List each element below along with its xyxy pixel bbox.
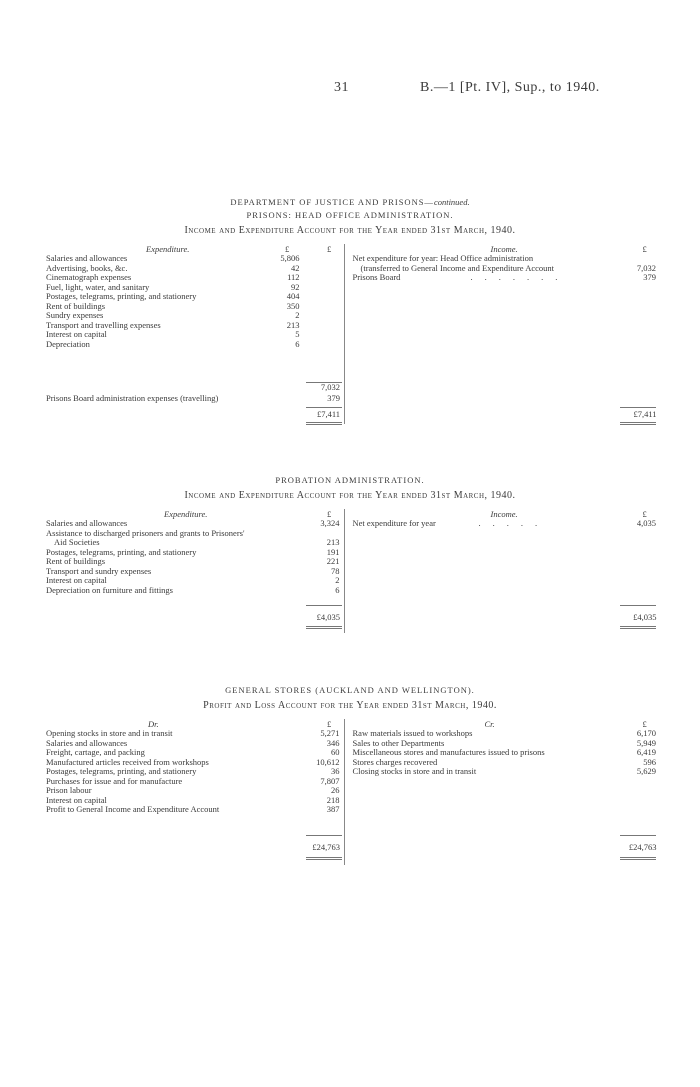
- account-row: [44, 586, 344, 596]
- account-title: Income and Expenditure Account for the Year ended 31st March, 1940.: [184, 225, 516, 236]
- section-subtitle: GENERAL STORES (AUCKLAND AND WELLINGTON).: [225, 685, 475, 695]
- currency-symbol: £: [327, 509, 332, 519]
- income-side: [345, 244, 657, 424]
- income-value: 7,032: [636, 262, 656, 273]
- double-rule: [620, 422, 656, 425]
- currency-symbol: £: [285, 244, 290, 254]
- income-heading: Income.: [490, 244, 518, 254]
- row-label: Profit to General Income and Expenditure Account: [46, 804, 220, 814]
- credit-total: £24,763: [628, 842, 657, 852]
- income-row: Net expenditure for year: Head Office administration: [352, 253, 534, 263]
- row-value: 3,324: [320, 518, 340, 528]
- row-value: 6: [335, 584, 340, 595]
- row-label: Rent of buildings: [46, 300, 106, 311]
- row-label: Miscellaneous stores and manufactures issued to prisons: [352, 747, 545, 757]
- expenditure-total: £4,035: [316, 612, 340, 622]
- expense-label: Prisons Board administration expenses (travelling): [46, 393, 219, 403]
- row-label: Cinematograph expenses: [46, 272, 132, 282]
- row-value: 404: [286, 291, 300, 301]
- row-label: Prison labour: [46, 785, 92, 795]
- income-expenditure-account: [44, 244, 656, 424]
- income-side: [345, 509, 657, 633]
- row-label: Assistance to discharged prisoners and grants to Prisoners': [46, 527, 245, 538]
- row-label: Depreciation on furniture and fittings: [46, 584, 173, 595]
- section-subtitle: PRISONS: HEAD OFFICE ADMINISTRATION.: [246, 210, 454, 220]
- double-rule: [306, 626, 342, 629]
- row-label: Postages, telegrams, printing, and stationery: [46, 766, 197, 776]
- row-label: Purchases for issue and for manufacture: [46, 775, 183, 786]
- row-value: 5,806: [280, 253, 300, 263]
- row-value: 78: [331, 565, 340, 576]
- currency-symbol: £: [642, 244, 647, 254]
- row-value: 5,949: [636, 737, 656, 748]
- row-label: Postages, telegrams, printing, and stationery: [46, 291, 197, 301]
- probation-section: [44, 474, 656, 633]
- income-total: £4,035: [633, 612, 657, 622]
- row-label: Closing stocks in store and in transit: [352, 766, 477, 776]
- row-label: Depreciation: [46, 338, 90, 349]
- row-value: 6,419: [636, 747, 656, 757]
- row-value: 2: [335, 575, 340, 585]
- row-label: Opening stocks in store and in transit: [46, 728, 173, 738]
- subtotal-value: 7,032: [320, 382, 340, 392]
- total-rule: [620, 605, 656, 606]
- account-title: Income and Expenditure Account for the Year ended 31st March, 1940.: [184, 490, 516, 501]
- expenditure-heading: Expenditure.: [164, 509, 208, 519]
- double-rule: [620, 626, 656, 629]
- expenditure-total: £7,411: [316, 409, 340, 419]
- credit-side: [345, 719, 657, 865]
- row-value: 191: [326, 546, 340, 557]
- row-label: Fuel, light, water, and sanitary: [46, 281, 150, 292]
- double-rule: [306, 857, 342, 860]
- income-value: 379: [643, 272, 656, 282]
- row-label: Stores charges recovered: [352, 756, 438, 767]
- income-row: Net expenditure for year ..... 4,035: [352, 518, 656, 528]
- total-rule: [620, 835, 656, 836]
- row-label: Advertising, books, &c.: [46, 262, 128, 273]
- income-value: 4,035: [636, 518, 656, 528]
- currency-symbol: £: [327, 244, 332, 254]
- page-number: 31: [334, 80, 349, 95]
- row-value: 346: [326, 737, 340, 748]
- page-reference: B.—1 [Pt. IV], Sup., to 1940.: [420, 80, 600, 95]
- prisons-head-office-section: [44, 196, 656, 424]
- double-rule: [306, 422, 342, 425]
- debit-heading: Dr.: [148, 719, 159, 729]
- row-label: Rent of buildings: [46, 556, 106, 566]
- department-title: DEPARTMENT OF JUSTICE AND PRISONS—continued.: [230, 197, 470, 207]
- row-label: Manufactured articles received from workshops: [46, 756, 209, 767]
- row-label: Raw materials issued to workshops: [352, 728, 473, 738]
- row-label: Transport and sundry expenses: [46, 565, 152, 576]
- total-rule: [306, 835, 342, 836]
- row-label: Aid Societies: [54, 537, 100, 547]
- expense-row: [44, 394, 344, 404]
- row-value: 221: [326, 556, 340, 566]
- income-row: (transferred to General Income and Expenditure Account 7,032: [360, 262, 656, 273]
- income-row: Prisons Board ....... 379: [352, 272, 656, 282]
- row-value: 7,807: [320, 775, 340, 786]
- row-value: 26: [331, 785, 340, 795]
- total-rule: [306, 407, 342, 408]
- row-value: 5,629: [636, 766, 656, 776]
- debit-total: £24,763: [312, 842, 340, 852]
- row-value: 596: [643, 756, 656, 767]
- row-value: 42: [291, 262, 300, 273]
- account-row: [44, 340, 344, 350]
- row-value: 10,612: [316, 756, 340, 767]
- row-label: Salaries and allowances: [46, 737, 128, 748]
- row-label: Interest on capital: [46, 329, 107, 339]
- row-label: Sales to other Departments: [352, 737, 445, 748]
- row-value: 36: [331, 766, 340, 776]
- currency-symbol: £: [327, 719, 332, 729]
- row-value: 218: [326, 794, 340, 805]
- row-value: 6,170: [636, 728, 656, 738]
- row-value: 350: [286, 300, 300, 311]
- expenditure-side: [44, 244, 345, 424]
- income-heading: Income.: [490, 509, 518, 519]
- row-value: 2: [295, 310, 300, 320]
- row-value: 213: [286, 319, 300, 330]
- page-header: [0, 80, 700, 100]
- section-subtitle: PROBATION ADMINISTRATION.: [275, 475, 425, 485]
- row-value: 92: [291, 281, 300, 292]
- credit-heading: Cr.: [484, 719, 495, 729]
- row-value: 5,271: [320, 728, 340, 738]
- row-label: Postages, telegrams, printing, and stationery: [46, 546, 197, 557]
- debit-side: [44, 719, 345, 865]
- row-label: Interest on capital: [46, 575, 107, 585]
- expenditure-heading: Expenditure.: [146, 244, 190, 254]
- row-value: 112: [287, 272, 300, 282]
- row-value: 6: [295, 338, 300, 349]
- row-value: 5: [295, 329, 300, 339]
- row-label: Salaries and allowances: [46, 518, 128, 528]
- general-stores-section: [44, 684, 656, 865]
- total-rule: [306, 605, 342, 606]
- income-expenditure-account: [44, 509, 656, 633]
- row-label: Freight, cartage, and packing: [46, 747, 145, 757]
- row-value: 213: [326, 537, 340, 547]
- row-label: Interest on capital: [46, 794, 107, 805]
- currency-symbol: £: [642, 509, 647, 519]
- row-label: Transport and travelling expenses: [46, 319, 161, 330]
- currency-symbol: £: [642, 719, 647, 729]
- double-rule: [620, 857, 656, 860]
- total-rule: [620, 407, 656, 408]
- account-row: [44, 805, 344, 815]
- income-total: £7,411: [633, 409, 657, 419]
- row-label: Salaries and allowances: [46, 253, 128, 263]
- expense-value: 379: [327, 393, 340, 403]
- account-row: [351, 767, 657, 777]
- row-value: 60: [331, 747, 340, 757]
- row-label: Sundry expenses: [46, 310, 104, 320]
- expenditure-side: [44, 509, 345, 633]
- profit-loss-account: [44, 719, 656, 865]
- row-value: 387: [326, 804, 340, 814]
- account-title: Profit and Loss Account for the Year ended 31st March, 1940.: [203, 700, 497, 711]
